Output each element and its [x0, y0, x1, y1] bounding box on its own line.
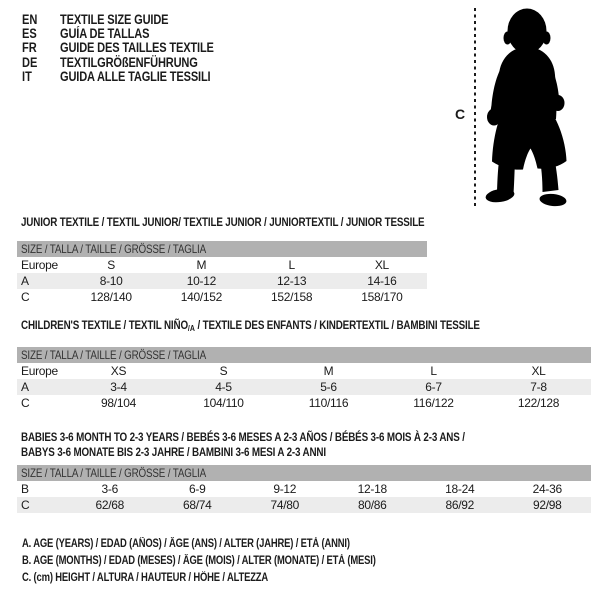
age-cell: 4-5	[215, 380, 232, 394]
guide-title	[60, 55, 228, 70]
age-cell: 12-13	[277, 274, 307, 288]
table-row-age	[17, 379, 591, 395]
size-header-label: SIZE / TALLA / TAILLE / GRÖSSE / TAGLIA	[21, 242, 207, 256]
age-cell: 12-18	[357, 482, 387, 496]
babies-heading-line2: BABYS 3-6 MONATE BIS 2-3 JAHRE / BAMBINI 3-6 MESI A 2-3 ANNI	[21, 444, 326, 459]
age-cell: 9-12	[273, 482, 297, 496]
children-heading-pre: CHILDREN'S TEXTILE / TEXTIL NIÑO	[21, 318, 188, 332]
height-cell: 86/92	[445, 498, 475, 512]
age-cell: 3-6	[101, 482, 118, 496]
size-cell: S	[219, 364, 228, 378]
guide-title	[60, 26, 169, 41]
babies-section-heading	[21, 430, 562, 459]
guide-title-text: GUIDA ALLE TAGLIE TESSILI	[60, 69, 211, 85]
guide-title-text: TEXTILE SIZE GUIDE	[60, 11, 169, 27]
size-cell: XL	[374, 258, 389, 272]
guide-title	[60, 12, 192, 27]
footnote-age-years	[22, 535, 453, 552]
table-row-europe	[17, 257, 427, 273]
height-cell: 122/128	[517, 396, 560, 410]
size-header-label: SIZE / TALLA / TAILLE / GRÖSSE / TAGLIA	[21, 348, 207, 362]
guide-title	[60, 69, 244, 84]
footnote-height	[22, 569, 453, 586]
children-heading-post: / TEXTILE DES ENFANTS / KINDERTEXTIL / BAMBINI TESSILE	[194, 318, 480, 332]
height-cell: 104/110	[203, 396, 244, 410]
language-row-en	[22, 12, 248, 26]
height-cell: 62/68	[95, 498, 125, 512]
row-label: C	[21, 498, 30, 512]
table-row-height	[17, 289, 427, 305]
row-label: B	[21, 482, 29, 496]
guide-title-text: GUIDE DES TAILLES TEXTILE	[60, 40, 214, 56]
height-cell: 68/74	[182, 498, 212, 512]
table-row-age-months	[17, 481, 591, 497]
height-label: C	[455, 106, 466, 122]
footnote-age-months	[22, 552, 453, 569]
size-header-bar	[17, 241, 427, 257]
language-code	[22, 12, 60, 27]
size-cell: L	[288, 258, 295, 272]
age-cell: 7-8	[530, 380, 547, 394]
language-code	[22, 69, 60, 84]
guide-title-text: GUÍA DE TALLAS	[60, 26, 150, 42]
language-code	[22, 26, 60, 41]
language-code-text: DE	[22, 54, 38, 70]
row-label: C	[21, 396, 30, 410]
language-row-de	[22, 55, 248, 69]
language-title-block	[22, 12, 248, 84]
size-header-label: SIZE / TALLA / TAILLE / GRÖSSE / TAGLIA	[21, 466, 207, 480]
height-cell: 116/122	[413, 396, 454, 410]
language-code	[22, 55, 60, 70]
footnote-text: B. AGE (MONTHS) / EDAD (MESES) / ÂGE (MOIS) / ALTER (MONATE) / ETÀ (MESI)	[22, 554, 376, 567]
baby-silhouette-icon	[485, 9, 567, 208]
table-row-height	[17, 395, 591, 411]
size-cell: S	[107, 258, 115, 272]
row-label: A	[21, 274, 29, 288]
height-cell: 80/86	[357, 498, 387, 512]
age-cell: 6-9	[189, 482, 206, 496]
footnote-text: C. (cm) HEIGHT / ALTURA / HAUTEUR / HÖHE / ALTEZZA	[22, 571, 269, 584]
table-row-age	[17, 273, 427, 289]
height-cell: 98/104	[101, 396, 136, 410]
age-cell: 10-12	[186, 274, 216, 288]
guide-title-text: TEXTILGRÖßENFÜHRUNG	[60, 54, 198, 70]
height-cell: 140/152	[180, 290, 223, 304]
height-cell: 158/170	[361, 290, 403, 304]
children-heading-sub: /A	[187, 323, 195, 333]
language-row-it	[22, 70, 248, 84]
babies-heading-line1: BABIES 3-6 MONTH TO 2-3 YEARS / BEBÉS 3-6 MESES A 2-3 AÑOS / BÉBÉS 3-6 MOIS À 2-3 ANS /	[21, 430, 465, 444]
junior-heading-text: JUNIOR TEXTILE / TEXTIL JUNIOR/ TEXTILE JUNIOR / JUNIORTEXTIL / JUNIOR TESSILE	[21, 215, 425, 229]
language-code-text: FR	[22, 40, 37, 56]
language-row-fr	[22, 41, 248, 55]
row-label: Europe	[21, 364, 58, 378]
language-row-es	[22, 26, 248, 40]
age-cell: 24-36	[532, 482, 562, 496]
language-code-text: EN	[22, 11, 38, 27]
children-size-table	[17, 347, 591, 411]
height-cell: 152/158	[270, 290, 313, 304]
age-cell: 3-4	[110, 380, 127, 394]
baby-silhouette-figure	[450, 5, 585, 210]
footnotes-block	[22, 535, 453, 586]
row-label: Europe	[21, 258, 58, 272]
height-cell: 110/116	[308, 396, 349, 410]
height-cell: 74/80	[270, 498, 300, 512]
size-cell: XS	[110, 364, 127, 378]
table-row-height	[17, 497, 591, 513]
height-cell: 92/98	[532, 498, 562, 512]
children-section-heading	[21, 318, 581, 336]
size-cell: M	[323, 364, 334, 378]
junior-size-table	[17, 241, 427, 305]
babies-size-table	[17, 465, 591, 513]
age-cell: 5-6	[320, 380, 337, 394]
language-code-text: ES	[22, 26, 37, 42]
height-cell: 128/140	[90, 290, 132, 304]
age-cell: 14-16	[367, 274, 397, 288]
size-header-bar	[17, 347, 591, 363]
guide-title	[60, 40, 248, 55]
age-cell: 6-7	[425, 380, 442, 394]
size-cell: XL	[531, 364, 546, 378]
junior-section-heading	[21, 215, 513, 230]
size-header-bar	[17, 465, 591, 481]
language-code-text: IT	[22, 69, 32, 85]
row-label: A	[21, 380, 29, 394]
row-label: C	[21, 290, 30, 304]
footnote-text: A. AGE (YEARS) / EDAD (AÑOS) / ÂGE (ANS) / ALTER (JAHRE) / ETÀ (ANNI)	[22, 537, 350, 550]
children-heading-text	[21, 318, 480, 336]
age-cell: 18-24	[445, 482, 475, 496]
size-cell: L	[430, 364, 437, 378]
language-code	[22, 40, 60, 55]
age-cell: 8-10	[99, 274, 123, 288]
size-cell: M	[196, 258, 207, 272]
table-row-europe	[17, 363, 591, 379]
